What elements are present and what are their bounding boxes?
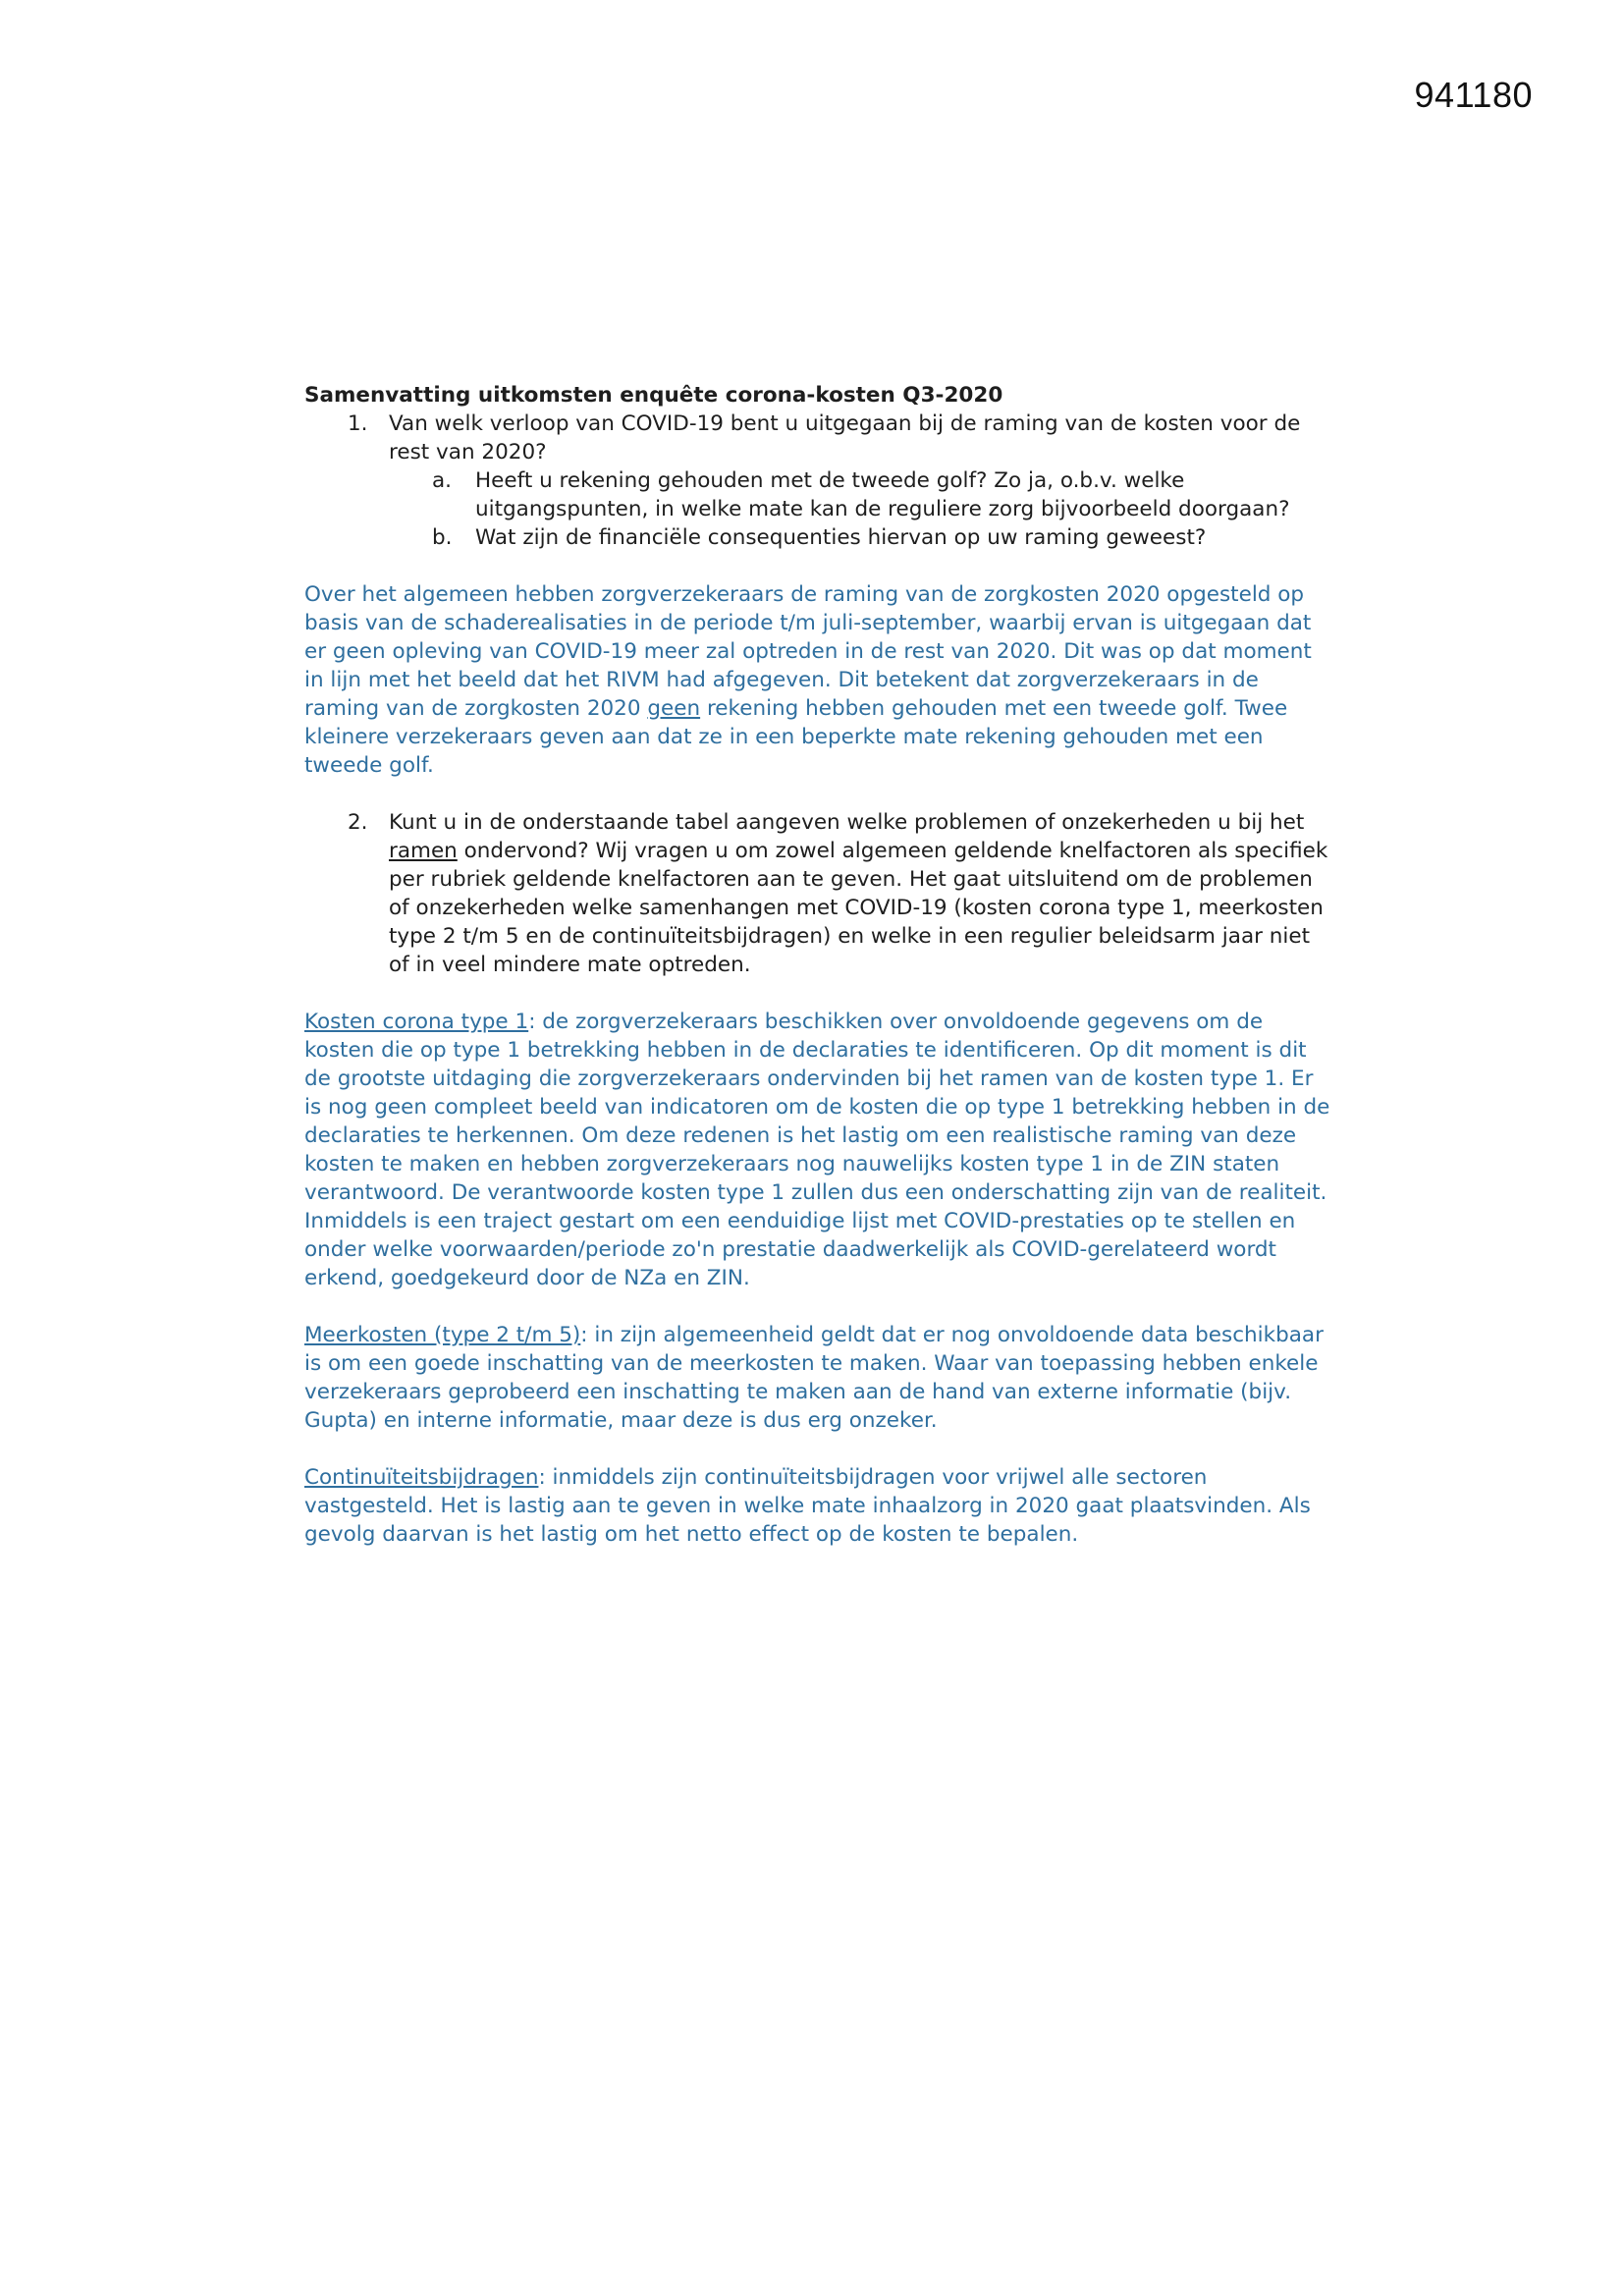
question-2-part2: ondervond? Wij vragen u om zowel algemeen geldende knelfactoren als specifiek per rubriek geldende knelfactoren aan te geven. Het gaat uitsluitend om de problemen of onzekerheden welke samenhangen met COVID-19 (kosten corona type 1, meerkosten type 2 t/m 5 en de continuïteitsbijdragen) en welke in een regulier beleidsarm jaar niet of in veel mindere mate optreden. — [389, 839, 1328, 977]
question-2-part1: Kunt u in de onderstaande tabel aangeven welke problemen of onzekerheden u bij het — [389, 810, 1305, 835]
question-2 — [304, 808, 1335, 979]
question-1a-text: Heeft u rekening gehouden met de tweede golf? Zo ja, o.b.v. welke uitgangspunten, in welke mate kan de reguliere zorg bijvoorbeeld doorgaan? — [475, 468, 1290, 521]
question-1a — [304, 466, 1335, 523]
answer-meerkosten — [304, 1321, 1335, 1435]
document-number: 941180 — [1414, 75, 1533, 115]
question-1-number: 1. — [348, 411, 368, 436]
question-2-number: 2. — [348, 810, 368, 835]
question-1a-label: a. — [432, 468, 453, 493]
answer-1-part1: Over het algemeen hebben zorgverzekeraars de raming van de zorgkosten 2020 opgesteld op basis van de schaderealisaties in de periode t/m juli-september, waarbij ervan is uitgegaan dat er geen opleving van COVID-19 meer zal optreden in de rest van 2020. Dit was op dat moment in lijn met het beeld dat het RIVM had afgegeven. Dit betekent dat zorgverzekeraars in de raming van de zorgkosten 2020 — [304, 582, 1312, 721]
question-1b-text: Wat zijn de financiële consequenties hiervan op uw raming geweest? — [475, 525, 1207, 550]
meerkosten-heading: Meerkosten (type 2 t/m 5) — [304, 1323, 581, 1347]
question-1-text: Van welk verloop van COVID-19 bent u uitgegaan bij de raming van de kosten voor de rest van 2020? — [389, 411, 1301, 465]
continuiteit-heading: Continuïteitsbijdragen — [304, 1465, 539, 1490]
question-1b-label: b. — [432, 525, 453, 550]
document-title: Samenvatting uitkomsten enquête corona-kosten Q3-2020 — [304, 383, 1003, 408]
question-1b — [304, 523, 1335, 552]
meerkosten-text: : in zijn algemeenheid geldt dat er nog onvoldoende data beschikbaar is om een goede inschatting van de meerkosten te maken. Waar van toepassing hebben enkele verzekeraars geprobeerd een inschatting te maken aan de hand van externe informatie (bijv. Gupta) en interne informatie, maar deze is dus erg onzeker. — [304, 1323, 1324, 1433]
continuiteit-text: : inmiddels zijn continuïteitsbijdragen voor vrijwel alle sectoren vastgesteld. Het is lastig aan te geven in welke mate inhaalzorg in 2020 gaat plaatsvinden. Als gevolg daarvan is het lastig om het netto effect op de kosten te bepalen. — [304, 1465, 1311, 1547]
answer-kosten-corona — [304, 1008, 1335, 1292]
answer-1 — [304, 580, 1335, 780]
answer-continuiteit — [304, 1463, 1335, 1549]
answer-1-part2: rekening hebben gehouden met een tweede golf. Twee kleinere verzekeraars geven aan dat ze in een beperkte mate rekening gehouden met een tweede golf. — [304, 696, 1288, 778]
question-2-underlined: ramen — [389, 839, 458, 863]
question-1 — [304, 410, 1335, 466]
kosten-corona-text: : de zorgverzekeraars beschikken over onvoldoende gegevens om de kosten die op type 1 betrekking hebben in de declaraties te identificeren. Op dit moment is dit de grootste uitdaging die zorgverzekeraars ondervinden bij het ramen van de kosten type 1. Er is nog geen compleet beeld van indicatoren om de kosten die op type 1 betrekking hebben in de declaraties te herkennen. Om deze redenen is het lastig om een realistische raming van deze kosten te maken en hebben zorgverzekeraars nog nauwelijks kosten type 1 in de ZIN staten verantwoord. De verantwoorde kosten type 1 zullen dus een onderschatting zijn van de realiteit. Inmiddels is een traject gestart om een eenduidige lijst met COVID-prestaties op te stellen en onder welke voorwaarden/periode zo'n prestatie daadwerkelijk als COVID-gerelateerd wordt erkend, goedgekeurd door de NZa en ZIN. — [304, 1010, 1330, 1290]
document-body — [304, 381, 1335, 1549]
answer-1-underlined: geen — [647, 696, 701, 721]
kosten-corona-heading: Kosten corona type 1 — [304, 1010, 529, 1034]
